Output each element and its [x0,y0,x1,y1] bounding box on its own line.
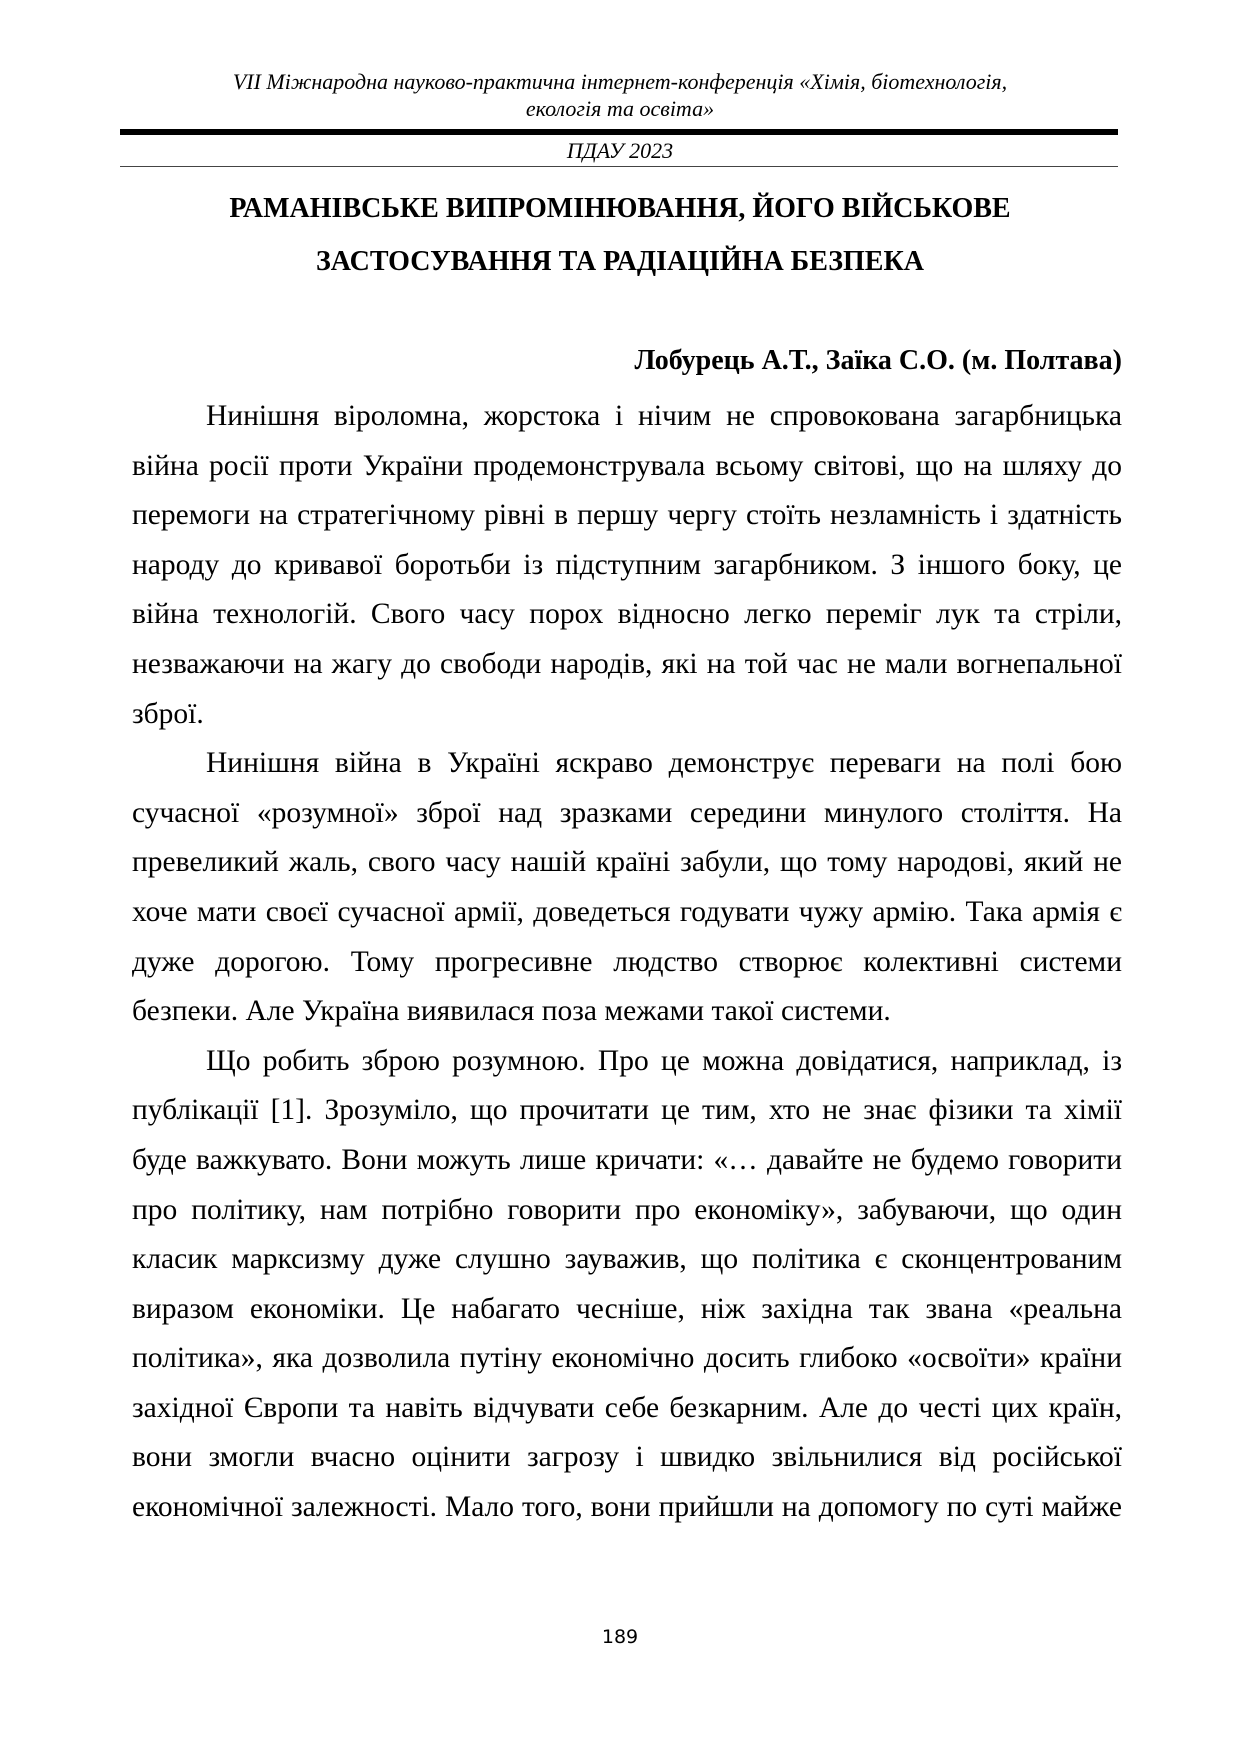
paragraph-line: західної Європи та навіть відчувати себе безкарним. Але до честі цих країн, [132,1391,1122,1424]
paragraph-line: сучасної «розумної» зброї над зразками середини минулого століття. На [132,796,1122,829]
header-conference-line1: VII Міжнародна науково-практична інтернет-конференція «Хімія, біотехнологія, [232,69,1008,94]
article-title-line1: РАМАНІВСЬКЕ ВИПРОМІНЮВАННЯ, ЙОГО ВІЙСЬКОВЕ [229,193,1011,224]
paragraph-line: публікації [1]. Зрозуміло, що прочитати це тим, хто не знає фізики та хімії [132,1094,1122,1127]
paragraph-line: безпеки. Але Україна виявилася поза межами такої системи. [132,995,891,1028]
paragraph-line: незважаючи на жагу до свободи народів, які на той час не мали вогнепальної [132,647,1122,680]
paragraph [132,739,1122,1037]
paragraph [132,392,1122,739]
paragraph-line: політика», яка дозволила путіну економічно досить глибоко «освоїти» країни [132,1342,1122,1375]
paragraph-line: виразом економіки. Це набагато чесніше, ніж західна так звана «реальна [132,1292,1122,1325]
paragraph-line: економічної залежності. Мало того, вони прийшли на допомогу по суті майже [132,1491,1122,1524]
paragraph-line: класик марксизму дуже слушно зауважив, що політика є сконцентрованим [132,1243,1122,1276]
paragraph-line: перемоги на стратегічному рівні в першу чергу стоїть незламність і здатність [132,499,1122,532]
paragraph-line: вони змогли вчасно оцінити загрозу і швидко звільнилися від російської [132,1441,1122,1474]
paragraph-line: війна технологій. Свого часу порох відносно легко переміг лук та стріли, [132,598,1122,631]
running-header-conference [120,68,1120,122]
header-thick-rule [120,129,1118,135]
article-authors: Лобурець А.Т., Заїка С.О. (м. Полтава) [634,345,1122,376]
header-conference-line2: екологія та освіта» [525,96,715,121]
article-title-line2: ЗАСТОСУВАННЯ ТА РАДІАЦІЙНА БЕЗПЕКА [316,246,924,277]
paragraph-line: зброї. [132,697,204,730]
paragraph-line: народу до кривавої боротьби із підступним загарбником. З іншого боку, це [132,548,1122,581]
paragraph-line: превеликий жаль, свого часу нашій країні забули, що тому народові, який не [132,846,1122,879]
paragraph-line: Нинішня віроломна, жорстока і нічим не спровокована загарбницька [206,400,1122,432]
header-thin-rule [120,166,1118,167]
header-institution-year: ПДАУ 2023 [566,138,674,163]
paragraph-line: про політику, нам потрібно говорити про економіку», забуваючи, що один [132,1193,1122,1226]
paragraph-line: Що робить зброю розумною. Про це можна довідатися, наприклад, із [206,1044,1122,1077]
paragraph-line: війна росії проти України продемонструвала всьому світові, що на шляху до [132,449,1122,482]
paragraph-line: хоче мати своєї сучасної армії, доведеться годувати чужу армію. Така армія є [132,895,1122,928]
page-number: 189 [601,1626,639,1648]
paragraph-line: буде важкувато. Вони можуть лише кричати: «… давайте не будемо говорити [132,1143,1122,1176]
article-body [132,392,1122,1533]
paragraph [132,1037,1122,1533]
paragraph-line: дуже дорогою. Тому прогресивне людство створює колективні системи [132,945,1122,978]
paragraph-line: Нинішня війна в Україні яскраво демонструє переваги на полі бою [206,747,1122,780]
